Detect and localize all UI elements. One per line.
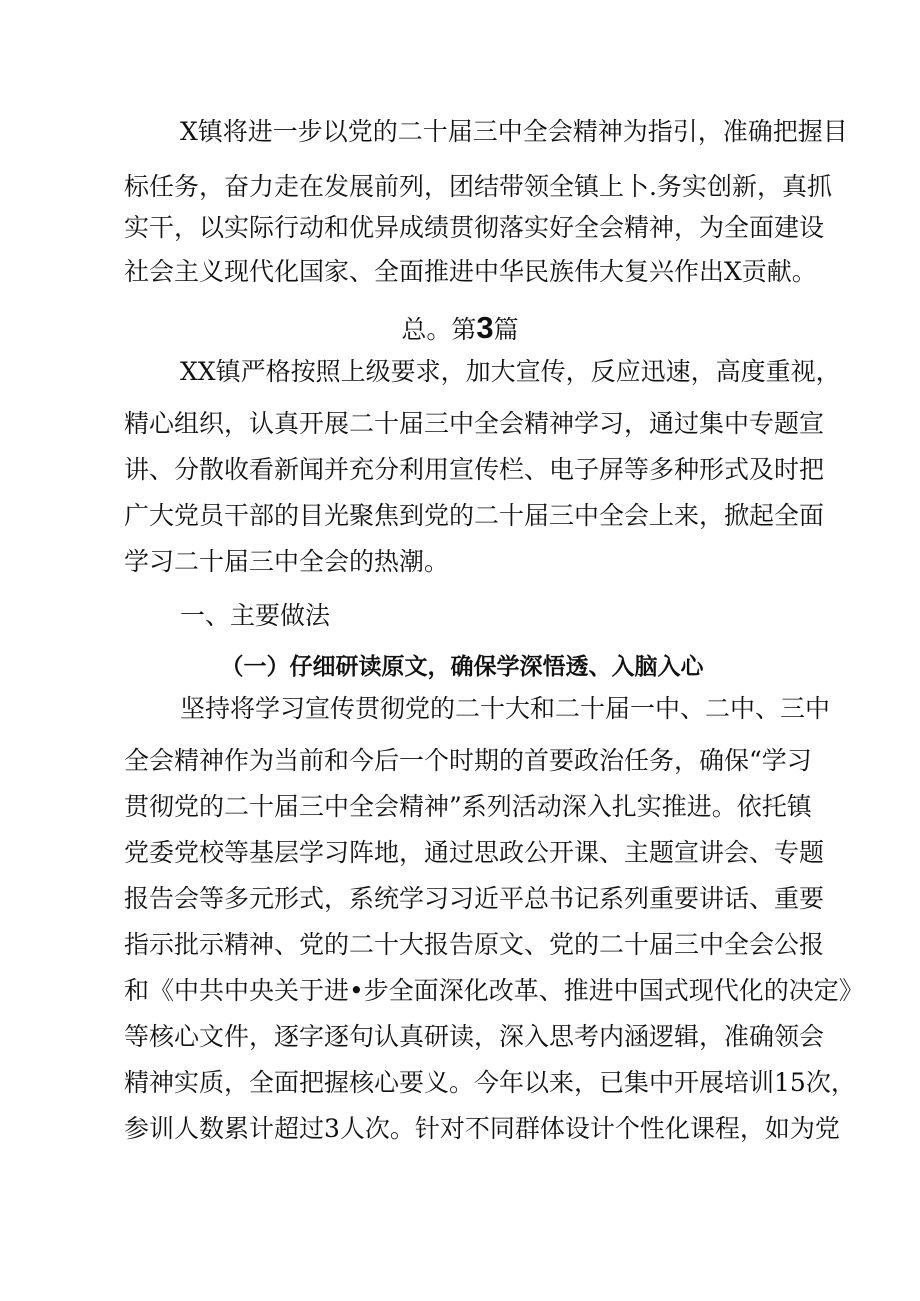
paragraph-1-line-2: 标任务，奋力走在发展前列，团结带领全镇上卜.务实创新，真抓 bbox=[124, 172, 832, 201]
section-title-prefix: 总。第 bbox=[401, 315, 477, 344]
section-title-number: 3 bbox=[476, 310, 494, 345]
paragraph-3-line-2: 全会精神作为当前和今后一个时期的首要政治任务，确保“学习 bbox=[124, 746, 812, 775]
section-title bbox=[0, 308, 920, 348]
heading-main-practices: 一、主要做法 bbox=[180, 601, 331, 630]
paragraph-3-line-5: 报告会等多元形式，系统学习习近平总书记系列重要讲话、重要 bbox=[124, 884, 825, 913]
paragraph-3-line-7: 和《中共中央关于进•步全面深化改革、推进中国式现代化的决定》 bbox=[124, 976, 864, 1005]
paragraph-1-line-3: 实干，以实际行动和优异成绩贯彻落实好全会精神，为全面建设 bbox=[124, 213, 825, 242]
paragraph-1-line-4: 社会主义现代化国家、全面推进中华民族伟大复兴作出X贡献。 bbox=[124, 257, 817, 286]
paragraph-3-line-1: 坚持将学习宣传贯彻党的二十大和二十届一中、二中、三中 bbox=[180, 694, 831, 723]
subheading-1: （一）仔细研读原文，确保学深悟透、入脑入心 bbox=[220, 653, 704, 680]
paragraph-2-line-2: 精心组织，认真开展二十届三中全会精神学习，通过集中专题宣 bbox=[124, 409, 825, 438]
paragraph-3-line-6: 指示批示精神、党的二十大报告原文、党的二十届三中全会公报 bbox=[124, 930, 825, 959]
paragraph-2-line-3: 讲、分散收看新闻并充分利用宣传栏、电子屏等多种形式及时把 bbox=[124, 455, 825, 484]
section-title-suffix: 篇 bbox=[493, 315, 519, 344]
paragraph-2-line-5: 学习二十届三中全会的热潮。 bbox=[124, 547, 450, 576]
paragraph-3-line-4: 党委党校等基层学习阵地，通过思政公开课、主题宣讲会、专题 bbox=[124, 838, 825, 867]
paragraph-1-line-1: X镇将进一步以党的二十届三中全会精神为指引，准确把握目 bbox=[180, 117, 848, 146]
paragraph-3-line-8: 等核心文件，逐字逐句认真研读，深入思考内涵逻辑，准确领会 bbox=[124, 1022, 825, 1051]
paragraph-2-line-1: XX镇严格按照上级要求，加大宣传，反应迅速，高度重视， bbox=[180, 357, 841, 386]
paragraph-3-line-10: 参训人数累计超过3人次。针对不同群体设计个性化课程，如为党 bbox=[124, 1114, 840, 1143]
paragraph-2-line-4: 广大党员干部的目光聚焦到党的二十届三中全会上来，掀起全面 bbox=[124, 501, 825, 530]
paragraph-3-line-9: 精神实质，全面把握核心要义。今年以来，已集中开展培训15次， bbox=[124, 1068, 856, 1097]
paragraph-3-line-3: 贯彻党的二十届三中全会精神”系列活动深入扎实推进。依托镇 bbox=[124, 792, 812, 821]
